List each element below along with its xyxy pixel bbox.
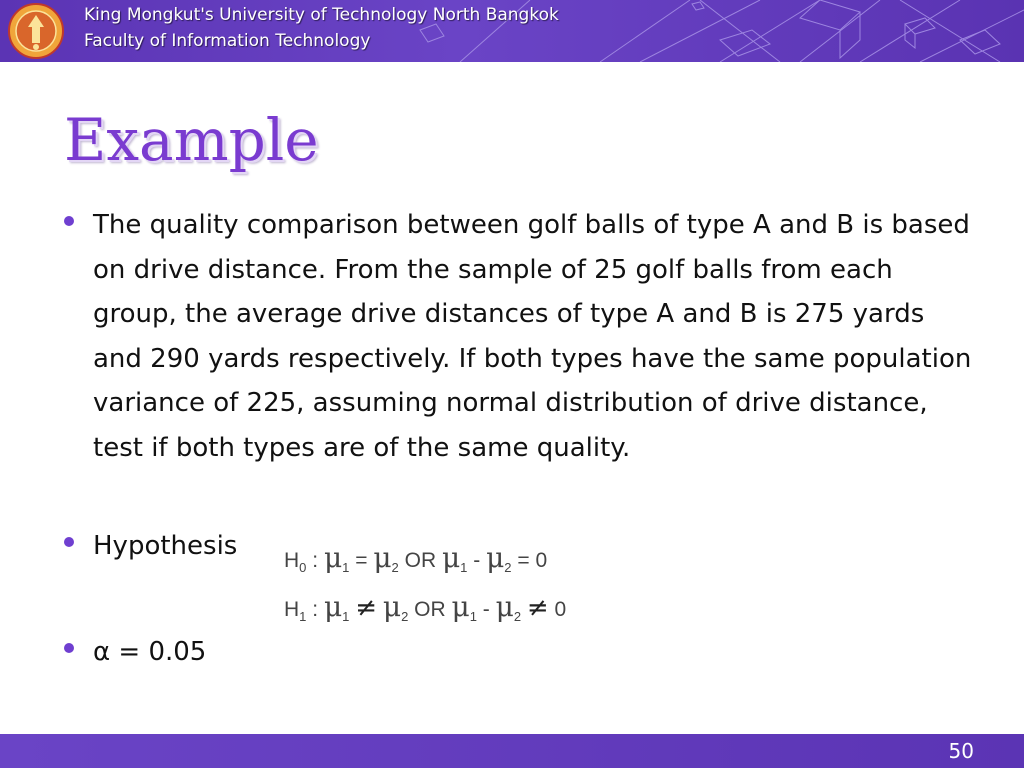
mu-symbol: μ xyxy=(373,541,392,574)
subscript: 2 xyxy=(401,609,409,625)
or-word: OR xyxy=(404,549,437,572)
bullet-point xyxy=(64,643,74,653)
colon: : xyxy=(312,598,319,621)
slide-title: Example xyxy=(64,106,319,174)
minus-symbol: - xyxy=(482,598,490,621)
faculty-name: Faculty of Information Technology xyxy=(84,31,371,51)
mu-symbol: μ xyxy=(495,590,514,623)
relation-symbol: = xyxy=(355,549,368,572)
problem-statement: The quality comparison between golf balls of type A and B is based on drive distance. From the sample of 25 golf balls from each group, the average drive distances of type A and B is 275 yards and 290 yards respectively. If both types have the same population variance of 225, assuming normal distribution of drive distance, test if both types are of the same quality. xyxy=(93,210,972,463)
mu-symbol: μ xyxy=(323,590,343,623)
subscript: 2 xyxy=(391,560,399,576)
subscript: 1 xyxy=(299,609,307,625)
footer-bar xyxy=(0,734,1024,768)
mu-symbol: μ xyxy=(451,590,470,623)
rhs-value: 0 xyxy=(554,598,567,621)
subscript: 2 xyxy=(504,560,512,576)
colon: : xyxy=(312,549,319,572)
not-equal-symbol: ≠ xyxy=(355,593,378,623)
significance-level: α = 0.05 xyxy=(93,637,207,667)
bullet-point xyxy=(64,537,74,547)
h-symbol: H xyxy=(284,598,300,621)
mu-symbol: μ xyxy=(382,590,402,623)
mu-symbol: μ xyxy=(486,541,505,574)
hypothesis-label: Hypothesis xyxy=(93,531,238,561)
header-bar xyxy=(0,0,1024,62)
minus-symbol: - xyxy=(473,549,481,572)
alternative-hypothesis xyxy=(284,592,566,632)
university-seal-icon xyxy=(8,3,64,59)
rhs-value: = 0 xyxy=(517,549,548,572)
subscript: 1 xyxy=(342,560,350,576)
university-name: King Mongkut's University of Technology North Bangkok xyxy=(84,5,559,25)
or-word: OR xyxy=(414,598,446,621)
subscript: 1 xyxy=(460,560,468,576)
subscript: 2 xyxy=(513,609,522,625)
bullet-point xyxy=(64,216,74,226)
subscript: 1 xyxy=(469,609,477,625)
subscript: 0 xyxy=(299,560,307,576)
null-hypothesis xyxy=(284,543,547,583)
h-symbol: H xyxy=(284,549,300,572)
mu-symbol: μ xyxy=(323,541,343,574)
mu-symbol: μ xyxy=(441,541,461,574)
subscript: 1 xyxy=(342,609,350,625)
not-equal-symbol: ≠ xyxy=(526,593,549,623)
page-number: 50 xyxy=(948,739,974,763)
